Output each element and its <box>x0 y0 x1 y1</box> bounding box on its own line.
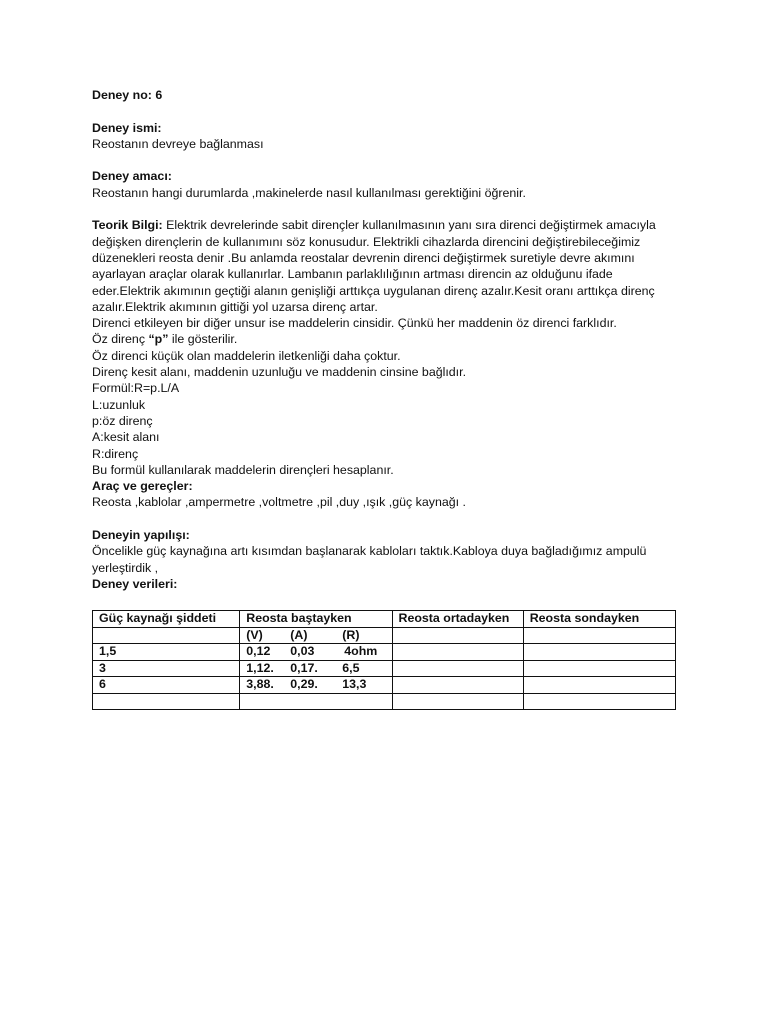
procedure-label: Deneyin yapılışı: <box>92 528 190 543</box>
tools-label: Araç ve gereçler: <box>92 479 193 494</box>
voltage-value: 0,12 <box>246 644 271 658</box>
units-empty-cell <box>392 627 523 644</box>
document-body <box>92 87 682 592</box>
after-line-0: Öz direnci küçük olan maddelerin iletkenliği daha çoktur. <box>92 348 401 363</box>
oz-direnc-line <box>92 331 682 347</box>
middle-cell <box>392 677 523 694</box>
start-values-cell <box>240 644 392 661</box>
resistance-value: 4ohm <box>344 644 378 658</box>
oz-pre: Öz direnç <box>92 332 149 347</box>
purpose-value: Reostanın hangi durumlarda ,makinelerde nasıl kullanılması gerektiğini öğrenir. <box>92 185 526 200</box>
end-cell <box>523 644 675 661</box>
resistance-value: 6,5 <box>342 660 360 675</box>
formula-line: Formül:R=p.L/A <box>92 381 180 396</box>
header-start: Reosta baştayken <box>240 611 392 628</box>
current-value: 0,17. <box>290 660 318 675</box>
theory-text-4: eder.Elektrik akımının geçtiği alanın genişliği arttıkça uygulanan direnç azalır.Kesit oranı arttıkça direnç <box>92 283 655 298</box>
theory-text-3: ayarlayan araçlar olarak kullanırlar. Lambanın parlaklılığının artması direncin az olduğunu ifade <box>92 267 613 282</box>
current-value: 0,29. <box>290 677 318 691</box>
after-line-7: Bu formül kullanılarak maddelerin dirençleri hesaplanır. <box>92 462 394 477</box>
start-values-cell <box>240 660 392 677</box>
theory-text-5: azalır.Elektrik akımının gittiği yol uzarsa direnç artar. <box>92 299 378 314</box>
empty-cell <box>93 693 240 710</box>
after-line-6: R:direnç <box>92 446 139 461</box>
theory-label: Teorik Bilgi: <box>92 218 163 233</box>
end-cell <box>523 660 675 677</box>
data-table <box>92 610 676 710</box>
units-empty-cell <box>523 627 675 644</box>
after-line-3: L:uzunluk <box>92 397 146 412</box>
unit-a: (A) <box>290 627 308 642</box>
table-header-row <box>93 611 676 628</box>
after-line-1: Direnç kesit alanı, maddenin uzunluğu ve maddenin cinsine bağlıdır. <box>92 365 467 380</box>
supply-cell: 6 <box>93 677 240 694</box>
header-middle: Reosta ortadayken <box>392 611 523 628</box>
start-values-cell <box>240 677 392 694</box>
theory-text-6: Direnci etkileyen bir diğer unsur ise maddelerin cinsidir. Çünkü her maddenin öz direnci farklıdır. <box>92 316 617 331</box>
current-value: 0,03 <box>290 644 315 658</box>
supply-cell: 1,5 <box>93 644 240 661</box>
oz-symbol: “p” <box>148 332 169 347</box>
table-units-row <box>93 627 676 644</box>
voltage-value: 1,12. <box>246 660 274 675</box>
unit-r: (R) <box>342 627 360 642</box>
theory-text-1: değişken dirençlerin de kullanımını söz konusudur. Elektrikli cihazlarda direncini değiştirebileceğimiz <box>92 234 641 249</box>
experiment-name-value: Reostanın devreye bağlanması <box>92 136 264 151</box>
unit-v: (V) <box>246 627 263 642</box>
tools-value: Reosta ,kablolar ,ampermetre ,voltmetre ,pil ,duy ,ışık ,güç kaynağı . <box>92 495 466 510</box>
units-cell <box>240 627 392 644</box>
procedure-line-0: Öncelikle güç kaynağına artı kısımdan başlanarak kabloları taktık.Kabloya duya bağladığımız ampulü <box>92 544 647 559</box>
procedure-line-1: yerleştirdik , <box>92 560 159 575</box>
table-row <box>93 644 676 661</box>
supply-cell: 3 <box>93 660 240 677</box>
empty-cell <box>523 693 675 710</box>
theory-text-2: düzenekleri reosta denir .Bu anlamda reostalar devrenin direnci değiştirmek suretiyle devre akımını <box>92 250 635 265</box>
theory-text-0: Elektrik devrelerinde sabit dirençler kullanılmasının yanı sıra direnci değiştirmek amacıyla <box>162 218 656 233</box>
table-empty-row <box>93 693 676 710</box>
table-row <box>93 677 676 694</box>
experiment-name-label: Deney ismi: <box>92 120 162 135</box>
after-line-5: A:kesit alanı <box>92 430 160 445</box>
resistance-value: 13,3 <box>342 677 367 691</box>
end-cell <box>523 677 675 694</box>
theory-line-0 <box>92 217 682 233</box>
middle-cell <box>392 644 523 661</box>
table-row <box>93 660 676 677</box>
voltage-value: 3,88. <box>246 677 274 691</box>
middle-cell <box>392 660 523 677</box>
experiment-number: Deney no: 6 <box>92 88 163 102</box>
data-label: Deney verileri: <box>92 576 178 591</box>
after-line-4: p:öz direnç <box>92 413 153 428</box>
header-end: Reosta sondayken <box>523 611 675 628</box>
units-empty-cell <box>93 627 240 644</box>
header-supply: Güç kaynağı şiddeti <box>93 611 240 628</box>
purpose-label: Deney amacı: <box>92 169 172 184</box>
empty-cell <box>392 693 523 710</box>
oz-post: ile gösterilir. <box>168 332 238 347</box>
empty-cell <box>240 693 392 710</box>
